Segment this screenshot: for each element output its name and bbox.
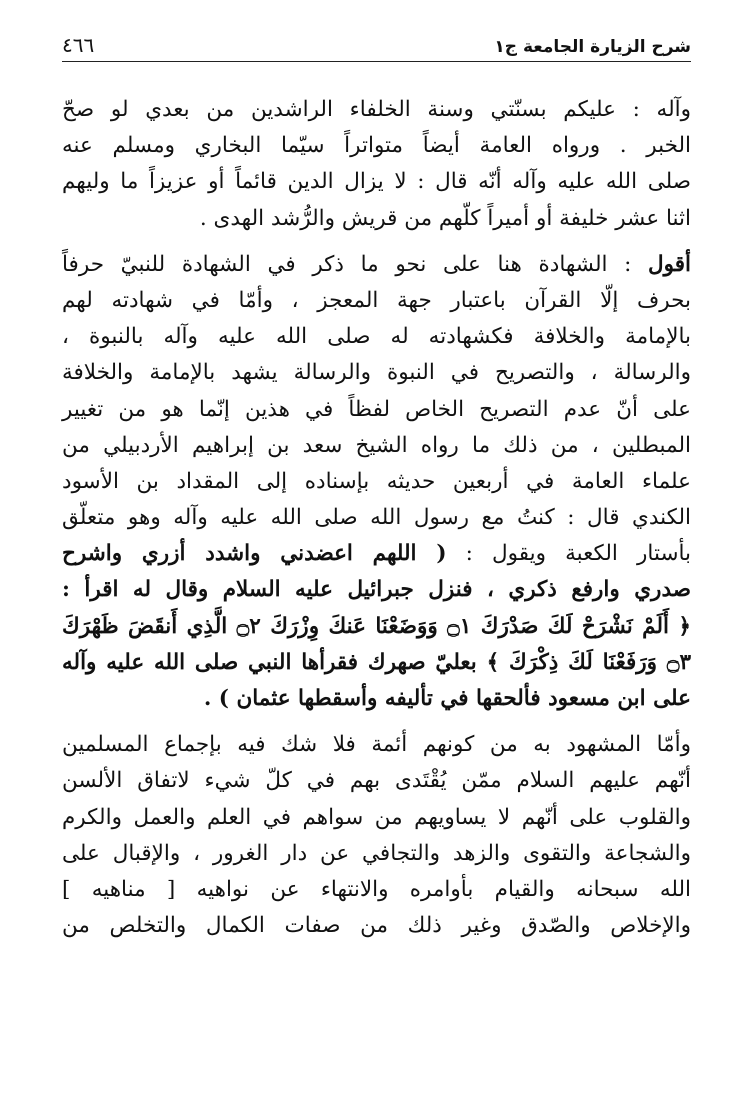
text-line: أنّهم عليهم السلام ممّن يُقْتَدى بهم في كلّ شيء لاتفاق الألسن (62, 768, 691, 794)
text-body (62, 92, 691, 944)
text-line: المبطلين ، من ذلك ما رواه الشيخ سعد بن إبراهيم الأردبيلي من (62, 432, 691, 458)
running-title: شرح الزيارة الجامعة ج١ (494, 37, 691, 57)
text-line: وأمّا المشهود به من كونهم أئمة فلا شك فيه بإجماع المسلمين (62, 732, 691, 758)
text-line: والرسالة ، والتصريح في النبوة والرسالة يشهد بالإمامة والخلافة (62, 360, 691, 386)
text-line: علماء العامة في أربعين حديثه بإسناده إلى المقداد بن الأسود (62, 468, 691, 494)
text-line: والشجاعة والتقوى والزهد والتجافي عن دار الغرور ، والإقبال على (62, 840, 691, 866)
paragraph-3 (62, 727, 691, 944)
text-line (62, 247, 691, 283)
text-line: والإخلاص والصّدق وغير ذلك من صفات الكمال والتخلص من (62, 913, 691, 939)
hadith-line: صدري وارفع ذكري ، فنزل جبرائيل عليه السلام وقال له اقرأ : (62, 577, 691, 603)
text-line: اثنا عشر خليفة أو أميراً كلّهم من قريش والرُّشد الهدى . (199, 205, 691, 231)
hadith-line: على ابن مسعود فألحقها في تأليفه وأسقطها عثمان ) . (203, 686, 691, 711)
text-line (62, 536, 691, 572)
text-line: بالإمامة والخلافة فكشهادته له صلى الله عليه وآله بالنبوة ، (62, 324, 691, 350)
text-line: الله سبحانه والقيام بأوامره والانتهاء عن نواهيه [ مناهيه ] (62, 876, 691, 902)
line-text: بأستار الكعبة ويقول : (446, 541, 691, 567)
text-line: على أنّ عدم التصريح الخاص لفظاً في هذين إنّما هو من تغيير (62, 396, 691, 422)
text-line: الكندي قال : كنتُ مع رسول الله صلى الله عليه وآله وهو متعلّق (62, 505, 691, 531)
quran-verse-line: ﴿ أَلَمْ نَشْرَحْ لَكَ صَدْرَكَ ۝١ وَوَضَعْنَا عَنكَ وِزْرَكَ ۝٢ الَّذِي أَنقَضَ ظَهْرَكَ (62, 613, 691, 639)
paragraph-1 (62, 92, 691, 237)
page-number: ٤٦٦ (62, 33, 95, 57)
line-text: : الشهادة هنا على نحو ما ذكر في الشهادة للنبيّ حرفاً (62, 251, 649, 277)
hadith-line: ۝٣ وَرَفَعْنَا لَكَ ذِكْرَكَ ﴾ بعليّ صهرك فقرأها النبي صلى الله عليه وآله (62, 649, 691, 675)
text-line: وآله : عليكم بسنّتي وسنة الخلفاء الراشدين من بعدي لو صحّ (62, 97, 691, 122)
text-line: الخبر . ورواه العامة أيضاً متواتراً سيّما البخاري ومسلم عنه (62, 133, 691, 159)
page-header (62, 30, 691, 62)
hadith-quote-start: ( اللهم اعضدني واشدد أزري واشرح (62, 541, 447, 567)
paragraph-2 (62, 247, 691, 717)
keyword-aqulu: أقول (648, 251, 691, 277)
text-line: صلى الله عليه وآله أنّه قال : لا يزال الدين قائماً أو عزيزاً ما وليهم (62, 169, 691, 195)
text-line: بحرف إلّا القرآن باعتبار جهة المعجز ، وأمّا في شهادته لهم (62, 287, 691, 313)
text-line: والقلوب على أنّهم لا يساويهم من سواهم في العلم والعمل والكرم (62, 804, 691, 830)
